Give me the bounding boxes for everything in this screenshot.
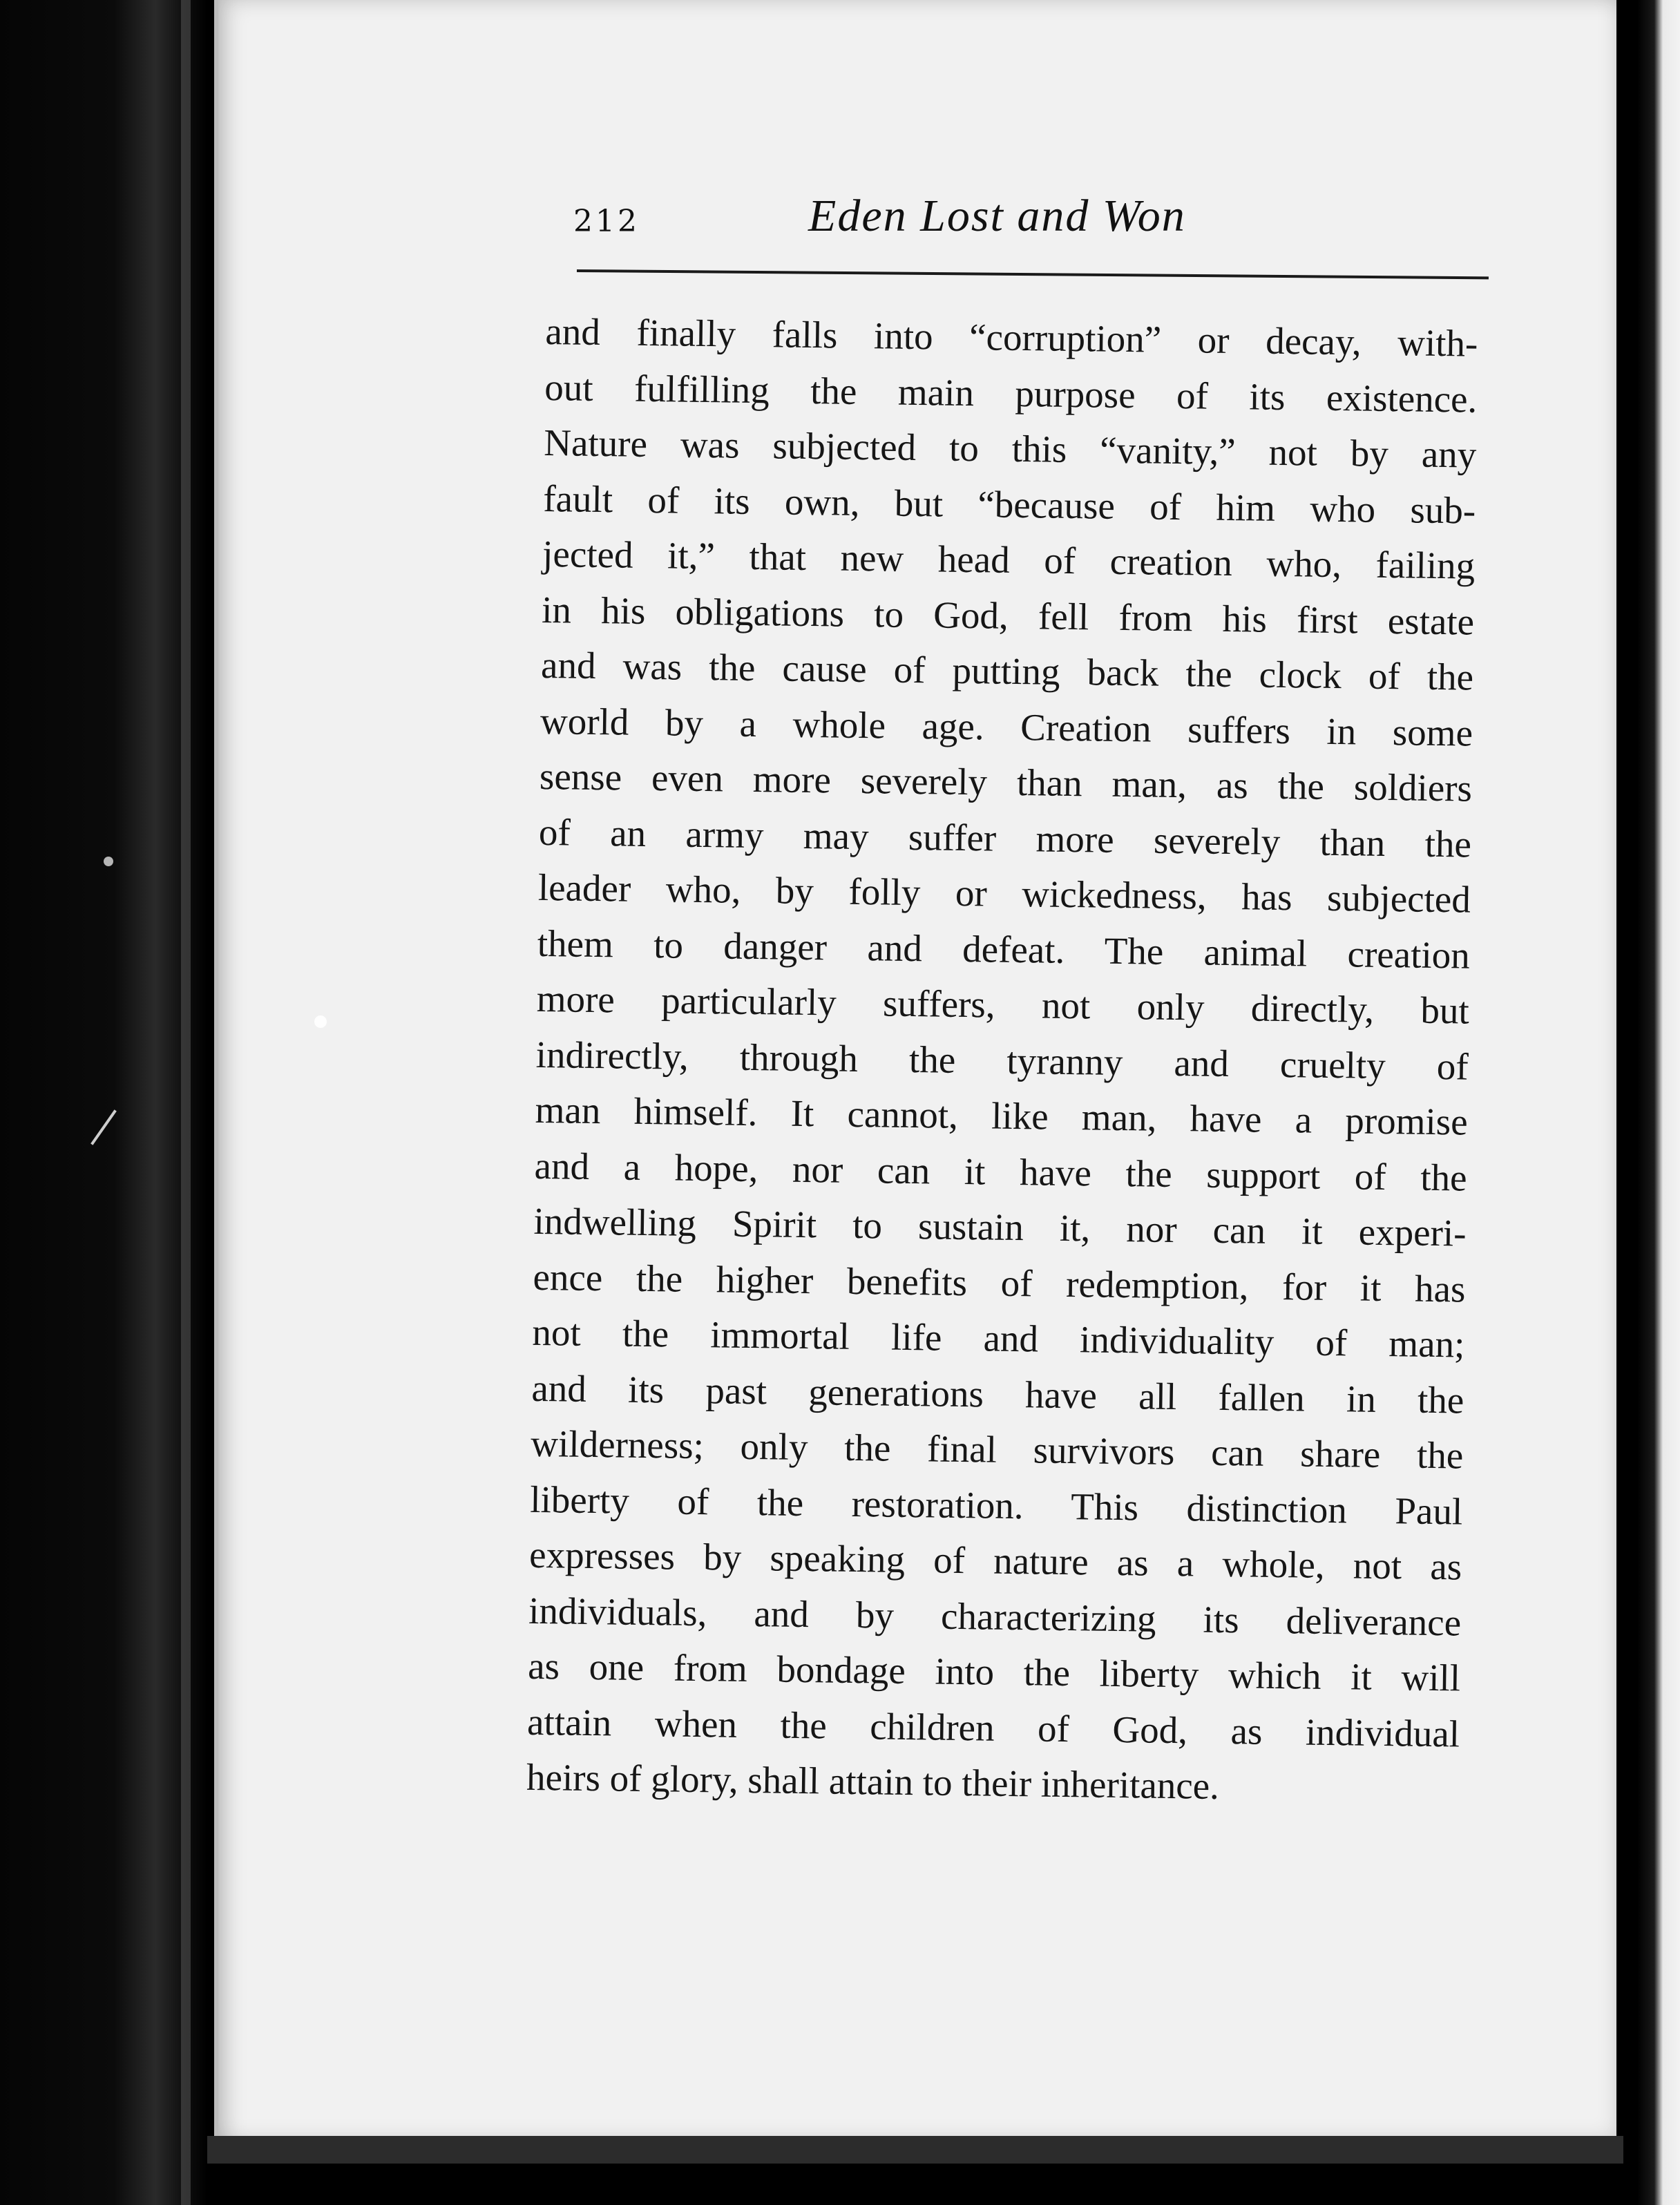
scan-speck <box>314 1015 327 1028</box>
text-line: indirectly, through the tyranny and cruelty of <box>535 1033 1469 1088</box>
scan-speck <box>104 857 113 866</box>
text-line: more particularly suffers, not only directly, but <box>536 977 1470 1032</box>
page-gutter-edge <box>214 0 218 2152</box>
body-text <box>526 304 1478 1817</box>
text-line: of an army may suffer more severely than the <box>538 810 1472 866</box>
text-line: attain when the children of God, as individual <box>526 1700 1460 1755</box>
text-line: ence the higher benefits of redemption, for it has <box>533 1255 1466 1310</box>
text-line: individuals, and by characterizing its deliverance <box>528 1589 1462 1644</box>
text-line: jected it,” that new head of creation who, failing <box>542 532 1476 587</box>
text-line: heirs of glory, shall attain to their inheritance. <box>526 1755 1220 1807</box>
text-line: and a hope, nor can it have the support of the <box>534 1144 1467 1199</box>
running-title: Eden Lost and Won <box>808 191 1186 241</box>
text-line: and its past generations have all fallen in the <box>531 1366 1464 1422</box>
book-binding-edge <box>0 0 207 2205</box>
text-line: man himself. It cannot, like man, have a promise <box>535 1088 1469 1143</box>
binding-highlight <box>181 0 191 2205</box>
text-line: world by a whole age. Creation suffers in some <box>540 699 1473 754</box>
text-line: expresses by speaking of nature as a whole, not as <box>528 1533 1462 1588</box>
facing-page-edge <box>1637 0 1680 2205</box>
text-line: as one from bondage into the liberty which it will <box>527 1644 1461 1699</box>
running-header <box>573 191 1492 266</box>
page-bottom-shadow <box>207 2136 1630 2164</box>
page-number: 212 <box>573 204 640 239</box>
text-line: indwelling Spirit to sustain it, nor can it experi- <box>533 1199 1467 1254</box>
text-line: Nature was subjected to this “vanity,” not by any <box>543 421 1477 476</box>
text-line: out fulfilling the main purpose of its existence. <box>544 365 1478 421</box>
text-line: sense even more severely than man, as the soldiers <box>539 754 1473 810</box>
text-line: fault of its own, but “because of him who sub- <box>542 477 1476 532</box>
text-line: leader who, by folly or wickedness, has subjected <box>537 866 1471 921</box>
text-line: in his obligations to God, fell from his first estate <box>541 588 1475 643</box>
text-line: liberty of the restoration. This distinction Paul <box>529 1478 1463 1533</box>
text-line: and was the cause of putting back the clock of the <box>540 643 1474 698</box>
text-line: not the immortal life and individuality of man; <box>532 1310 1465 1366</box>
text-line: and finally falls into “corruption” or decay, with- <box>545 309 1478 365</box>
text-line: wilderness; only the final survivors can share the <box>531 1422 1464 1477</box>
text-line: them to danger and defeat. The animal creation <box>537 922 1471 977</box>
